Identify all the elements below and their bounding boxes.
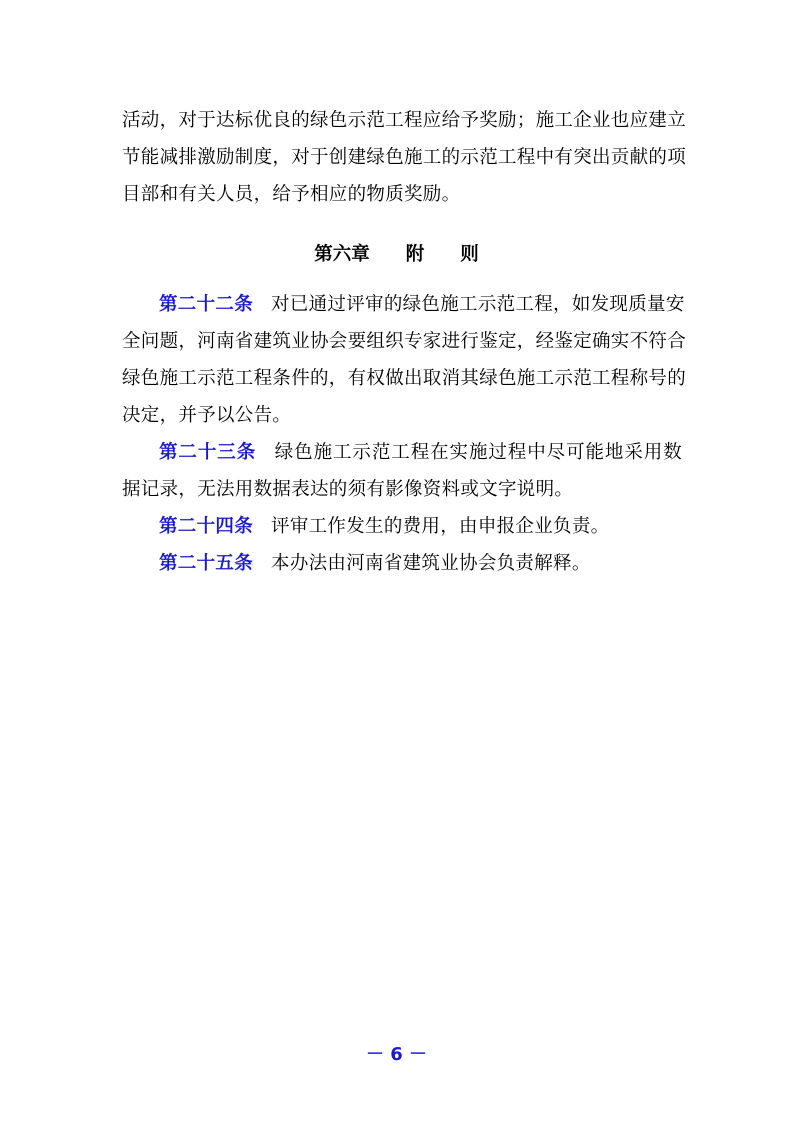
article-first-line (122, 508, 682, 545)
paragraph-line: 活动，对于达标优良的绿色示范工程应给予奖励；施工企业也应建立 (122, 110, 687, 131)
article-label: 第二十三条 (159, 442, 257, 463)
chapter-title-part2: 则 (460, 244, 479, 265)
article-first-line (122, 434, 682, 471)
article-line: 据记录，无法用数据表达的须有影像资料或文字说明。 (122, 479, 574, 500)
chapter-title-part1: 附 (405, 244, 425, 265)
article-line: 全问题，河南省建筑业协会要组织专家进行鉴定，经鉴定确实不符合 (122, 331, 687, 352)
article-first-line (122, 545, 682, 582)
article-label: 第二十五条 (159, 553, 254, 574)
article-22 (122, 286, 687, 434)
article-24 (122, 508, 682, 545)
article-25 (122, 545, 682, 582)
article-first-line (122, 286, 685, 323)
article-text: 绿色施工示范工程在实施过程中尽可能地采用数 (274, 442, 682, 463)
article-text: 评审工作发生的费用，由申报企业负责。 (271, 516, 610, 537)
article-label: 第二十四条 (159, 516, 254, 537)
chapter-number: 第六章 (314, 244, 370, 265)
article-text: 本办法由河南省建筑业协会负责解释。 (271, 553, 591, 574)
article-label: 第二十二条 (159, 294, 254, 315)
paragraph-line: 节能减排激励制度，对于创建绿色施工的示范工程中有突出贡献的项 (122, 147, 687, 168)
article-line: 绿色施工示范工程条件的，有权做出取消其绿色施工示范工程称号的 (122, 368, 687, 389)
article-line: 决定，并予以公告。 (122, 405, 292, 426)
paragraph-line: 目部和有关人员，给予相应的物质奖励。 (122, 184, 461, 205)
chapter-heading (0, 236, 793, 273)
page-number: － 6 － (365, 1044, 428, 1065)
article-text: 对已通过评审的绿色施工示范工程，如发现质量安 (271, 294, 685, 315)
opening-paragraph (122, 102, 687, 213)
article-23 (122, 434, 682, 508)
